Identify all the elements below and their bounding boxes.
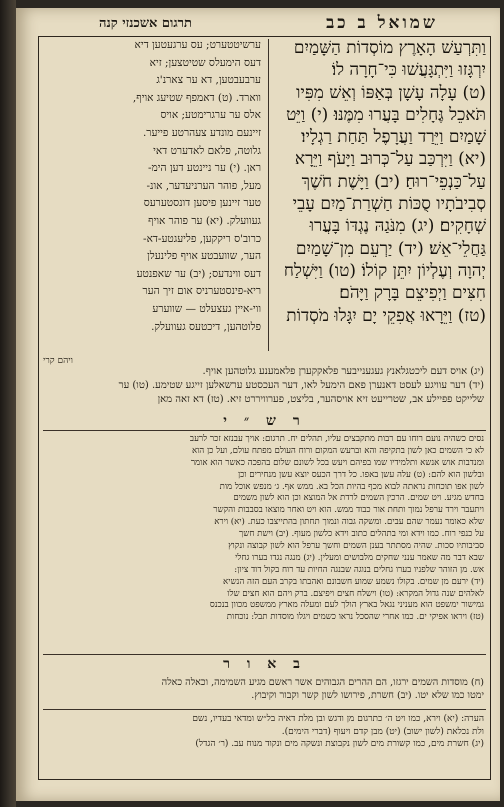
column-divider: [268, 39, 269, 351]
rashi-line: ומנדבות אוש אנשא ותלמידיו שמו בפיהם ויעש בכל לשונם שלום בהפכה כאשר הוא אומר: [190, 457, 484, 468]
targum-line: זיינעם מונדע צעהרטע פייער.: [142, 126, 261, 139]
scripture-line: תֹּאכֵל גֶּחָלִים בָּעֲרוּ מִמֶּנּוּ׃ (י) וַיֵּט: [286, 104, 486, 125]
note-line: ולת נכלאת (לשון ישוב) (יט) מבן קדם ויעוף (דברי הימים).: [281, 726, 484, 737]
scripture-line: שְׁחָקִים׃ (יג) מִנֹּגַהּ נֶגְדּוֹ בָּעֲרוּ: [309, 216, 486, 237]
targum-column: [43, 37, 261, 355]
targum-line: דעס ווינדעס; (יב) ער שאפנטע: [136, 267, 261, 280]
note-line: הערה: (יא) וירא, כמו ויט ה׳ כתרגום מן ודגש ובן מלת דאיה בל״ש ומדאי בעדיו, נשם: [192, 714, 484, 724]
beur-rule: [43, 654, 486, 655]
rashi-line: נסים כשהיה נועם רוחו עם רבות מתקבצים עליו, תהלים יח. תרגום: אויך עבנזא זכר לרעב: [189, 434, 484, 444]
targum-line: ערבעבטען, דא ער צארנ'ג: [156, 74, 261, 87]
book-spine: [0, 0, 16, 807]
yiddish-translation-block: [45, 365, 484, 407]
scripture-line: עַל־כַּנְפֵי־רוּחַ׃ (יב) וַיָּשֶׁת חֹשֶׁךְ: [301, 171, 486, 192]
beur-line: (ח) מוסדות השמים ירגזו, הם ההרים הגבוהים אשר ראשם מגיע השמימה, וכאלה כאלה: [161, 677, 484, 688]
rashi-commentary: [45, 434, 484, 624]
yiddish-line: (יג) אויס דעם ליכטגלאנץ געגענייבער פלאקקערן פלאמענע גלוטהען אויף.: [202, 366, 484, 377]
yiddish-line: שלייקט פפיילע אב, שטרייעט זיא אויסהער, בליצט, פערוויררט זיא. (טז) דא זאה מאן: [157, 394, 484, 405]
scripture-line: חִצִּים וַיְפִיצֵם בָּרָק וַיָּהֹם׃: [339, 283, 486, 304]
scripture-line: (ט) עָלָה עָשָׁן בְּאַפּוֹ וְאֵשׁ מִפִּיו: [296, 82, 486, 103]
scripture-line: יְהוָה וְעֶלְיוֹן יִתֵּן קוֹלוֹ׃ (טו) וַיִּשְׁלַח: [283, 260, 486, 281]
scripture-line: גַּחֲלֵי־אֵשׁ׃ (יד) יַרְעֵם מִן־שָׁמַיִם: [295, 238, 486, 259]
scripture-line: יִרְגָּזוּ וַיִּתְגָּעֲשׁוּ כִּי־חָרָה לוֹ׃: [331, 60, 486, 81]
note-line: (יג) חשרת מים, כמו קשורת מים לשון נקבוצת ונשקה מים ונקוד מנוח עב. (ר׳ הגדל): [195, 739, 484, 749]
targum-line: ווארד. (ט) דאמפף שטיעג אויף,: [132, 91, 261, 104]
targum-line: ערשיטטערט; עס ערגעטען דיא: [134, 39, 261, 51]
page-frame: [38, 13, 491, 780]
rashi-line: לאלהים שנה גדול המקרא: (טו) וישלח חצים ויפיצם. ברק ויהם הוא חצים שלו: [227, 588, 484, 599]
rashi-line: (יד) ירעם מן שמים. בקולו נשמע שמוע חשבונם ואהבתו בקרב העם הזה הנשיא: [223, 576, 484, 587]
scripture-line: וַתִּרְעַשׁ הָאָרֶץ מוֹסְדוֹת הַשָּׁמַיִם: [293, 38, 486, 58]
targum-line: טער זיינען פיסען דונסטערעס: [143, 197, 261, 210]
rashi-line: על כנפי רוח. כמו וידא ומי בתהלים כתוב וידא כלשון מעוף. (יב) וישת חשך: [239, 529, 484, 540]
targum-line: דעס הימעלס שטיטצען; זיא: [149, 56, 261, 69]
targum-line: הער, שוועבטע אויף פלינעלן: [147, 250, 261, 263]
yiddish-line: (יד) דער עוויגע לעסט דאנערן פאם הימעל לאו, דער העכסטע ערשאלען זייגע שטימע. (טו) ער: [118, 380, 484, 391]
targum-title: תרגום אשכנזי קנה: [99, 16, 192, 31]
rashi-heading: ר ש ״ י: [223, 413, 306, 429]
rashi-line: אש. מן הזוהר שלפניו בערו גחלים בנוגה שבנגה החיות עד רוח בקול דוד ציון:: [234, 564, 484, 575]
targum-line: ריא-פינסטערניס אום זיך הער: [142, 285, 261, 298]
scripture-line: שָׁמַיִם וַיֵּרַד וַעֲרָפֶל תַּחַת רַגְלָיו׃: [301, 127, 486, 148]
scripture-line: (טז) וַיֵּרָאוּ אֲפִקֵי יָם יִגָּלוּ מֹסְדוֹת: [286, 305, 486, 326]
targum-line: געוועלק. (יא) ער פוהר אויף: [148, 214, 261, 227]
scripture-line: סְבִיבֹתָיו סֻכּוֹת חַשְׁרַת־מַיִם עָבֵי: [292, 194, 486, 215]
notes-block: [45, 713, 484, 751]
rashi-line: שבא דבר מה שאמר ענני שחקים מלבושים ומעלין. (יג) מנגה נגדו בערו גחלי: [235, 552, 484, 563]
scripture-line: (יא) וַיִּרְכַּב עַל־כְּרוּב וַיָּעֹף וַיֵּרָא: [294, 149, 486, 170]
rashi-line: לשון אפו תוכחות נראתה לבוא מכף בהיות הכל בא. ממש אף. ג׳ מנפש אוכל מות: [219, 481, 484, 492]
targum-line: ווי-איין געצעלט — שווערע: [152, 302, 261, 315]
targum-line: ראן. (י) ער ניינטע דען הימ-: [147, 162, 261, 175]
rashi-line: לא כי השמים כאן לשון בתקיפה והא וברעש המקום ורוח העולם מפתח עולם, ועל כן הוא: [191, 445, 484, 456]
targum-line: גלוטה, פלאם לאדערט דאי: [153, 144, 261, 157]
book-page: [16, 8, 500, 801]
beur-commentary: [45, 676, 484, 702]
rashi-line: ובלשון הוא להם: (ט) עלה עשן באפו. כל דרך הכעס יוצא עשן מנחירים וכן: [237, 469, 484, 480]
notes-rule: [43, 709, 486, 710]
rashi-line: בחדש מגיע. ויט שמים. הרכין השמים לרדת אל המוצא וכן הוא לשון משמים: [233, 493, 484, 504]
qere-note: ויהם קרי: [43, 356, 73, 366]
targum-line: מעל, פוהר הערניעדער, אונ-: [146, 179, 261, 192]
running-title: שמואל ב כב: [326, 13, 438, 33]
targum-line: פלוטהען, דיכטעס געוועלק.: [151, 320, 261, 333]
beur-heading: ב א ו ר: [223, 656, 306, 672]
rashi-line: גמישור ימשפט הוא מעניני נגאל בארץ הולך לעם ומעלה מארץ ממשפט מכוון בנכנס: [209, 600, 484, 611]
rashi-line: (טז) ויראו אפיקי ים. כמו אחרי שהסכל נראו כשמים ויגלו מוסדות תבל: נוכחות: [226, 612, 484, 623]
targum-line: אלס ער ערגרימטע; אויס: [160, 109, 261, 122]
beur-line: ימטו כמו שלא יטו. (יב) חשרת, פירושו לשון קשר וקבור וקיבוץ.: [251, 690, 484, 701]
rashi-line: שלא כאומר נעמר שהם עבים. ומשקה גבוה ונמוך תחתון בהתייצבו כעת. (יא) וירא: [214, 517, 484, 528]
scripture-column: [280, 37, 486, 355]
rashi-rule: [43, 430, 486, 431]
targum-line: כרוב'ס ריקקען, פליעגטע-דא-: [143, 232, 261, 245]
rashi-line: ויתעבר וירד ערפל נמוך ותחת אור כבוד ממש. הוא ויט ואחר מוצאו בסבבות והקשר: [213, 505, 484, 516]
rashi-line: סביבותיו סכות. שהיה מסתתר בענן השמים וחשך ערפל הוא לשון קבוצה ונקוץ: [228, 541, 484, 552]
